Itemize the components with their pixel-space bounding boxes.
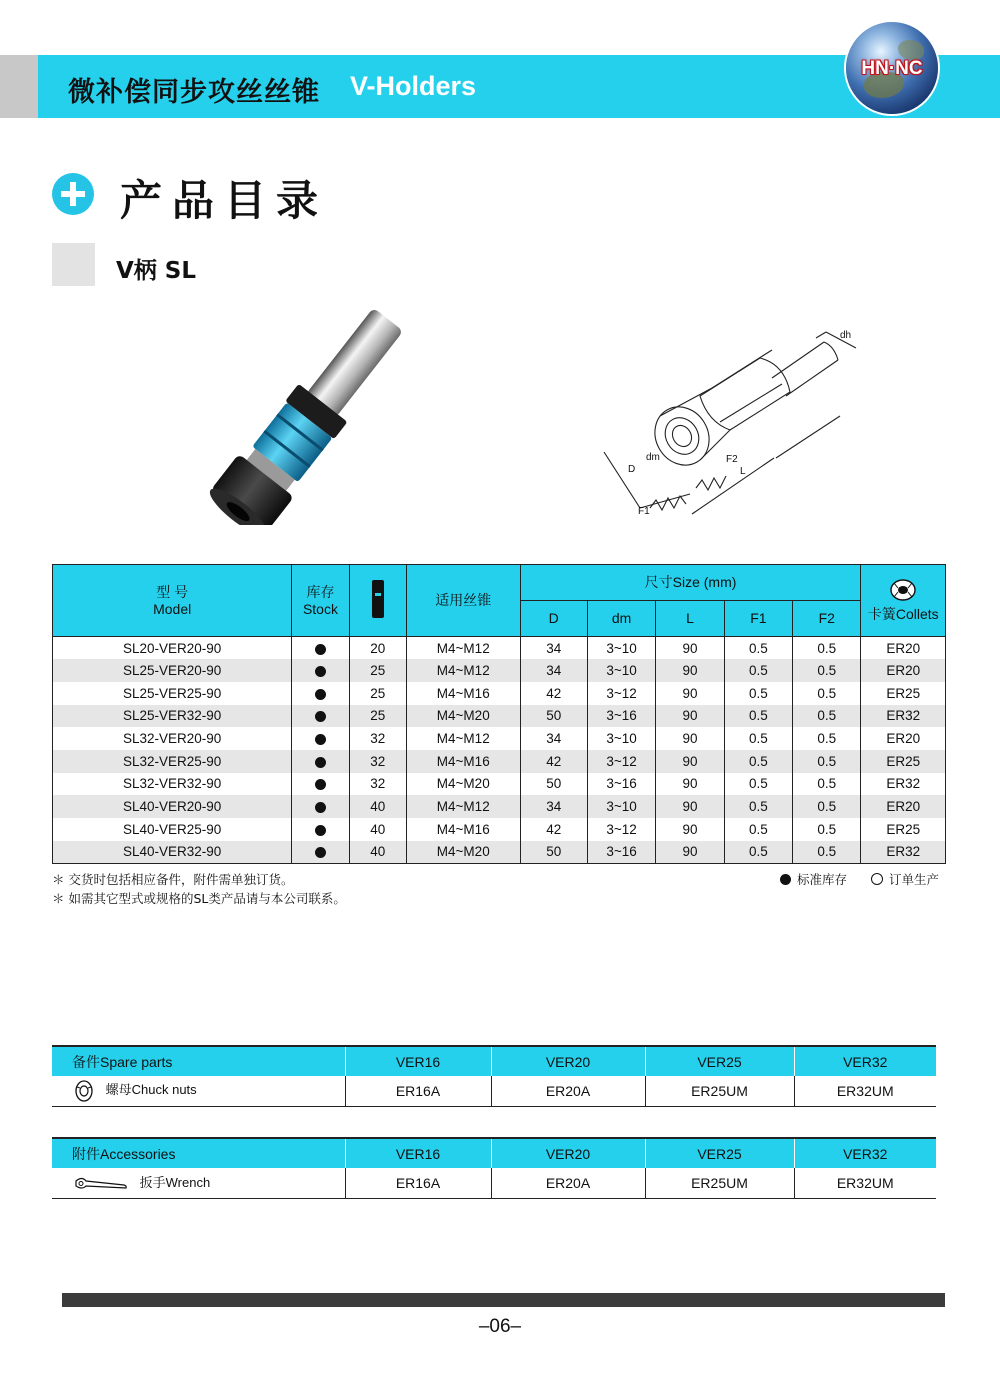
cell-d: 34 bbox=[520, 795, 587, 818]
company-logo bbox=[846, 22, 938, 114]
table-row bbox=[53, 818, 946, 841]
cell-stock bbox=[292, 637, 349, 660]
cell-tap: M4~M16 bbox=[406, 682, 520, 705]
subsection-title: V柄 SL bbox=[116, 258, 197, 284]
footnote-text: 如需其它型式或规格的SL类产品请与本公司联系。 bbox=[68, 891, 346, 906]
footer-bar bbox=[62, 1293, 945, 1307]
stock-dot-icon bbox=[315, 644, 326, 655]
label-dm: dm bbox=[646, 452, 660, 463]
stock-dot-icon bbox=[315, 757, 326, 768]
cell-d: 34 bbox=[520, 637, 587, 660]
cell-model: SL40-VER32-90 bbox=[53, 841, 292, 864]
header-title-en: V-Holders bbox=[350, 71, 477, 101]
cell-shank: 40 bbox=[349, 795, 406, 818]
cell-l: 90 bbox=[656, 750, 724, 773]
shank-icon bbox=[370, 579, 386, 619]
stock-dot-icon bbox=[780, 874, 791, 885]
cell-shank: 40 bbox=[349, 841, 406, 864]
footnote: ＊ 如需其它型式或规格的SL类产品请与本公司联系。 bbox=[52, 891, 346, 906]
cell-l: 90 bbox=[656, 682, 724, 705]
cell-tap: M4~M16 bbox=[406, 750, 520, 773]
cell-model: SL32-VER32-90 bbox=[53, 773, 292, 796]
cell-collet: ER32 bbox=[861, 841, 946, 864]
cell-dm: 3~16 bbox=[587, 773, 655, 796]
header-stock-en: Stock bbox=[302, 600, 338, 617]
cell-f1: 0.5 bbox=[724, 705, 792, 728]
header-f2: F2 bbox=[793, 601, 861, 637]
table-row bbox=[52, 1168, 936, 1198]
spare-item bbox=[52, 1076, 345, 1106]
cell-d: 50 bbox=[520, 773, 587, 796]
cell-dm: 3~12 bbox=[587, 750, 655, 773]
header-model-cn: 型 号 bbox=[156, 583, 189, 600]
stock-legend bbox=[780, 870, 939, 888]
label-dh: dh bbox=[840, 330, 852, 341]
table-row bbox=[53, 795, 946, 818]
label-f1: F1 bbox=[638, 506, 650, 517]
cell-f2: 0.5 bbox=[793, 682, 861, 705]
spare-col: VER16 bbox=[345, 1046, 491, 1076]
header-stock-cn: 库存 bbox=[306, 583, 335, 600]
cell-d: 50 bbox=[520, 841, 587, 864]
cell-f1: 0.5 bbox=[724, 818, 792, 841]
cell-tap: M4~M12 bbox=[406, 795, 520, 818]
spare-value: ER16A bbox=[345, 1076, 491, 1106]
cell-dm: 3~10 bbox=[587, 637, 655, 660]
cell-stock bbox=[292, 841, 349, 864]
header-grey-block bbox=[0, 55, 38, 118]
header-dm: dm bbox=[587, 601, 655, 637]
dimension-drawing bbox=[590, 318, 870, 528]
cell-tap: M4~M12 bbox=[406, 659, 520, 682]
cell-model: SL40-VER20-90 bbox=[53, 795, 292, 818]
cell-f2: 0.5 bbox=[793, 727, 861, 750]
table-row bbox=[53, 773, 946, 796]
logo-globe-land bbox=[898, 40, 924, 60]
cell-model: SL20-VER20-90 bbox=[53, 637, 292, 660]
header-model-en: Model bbox=[153, 600, 192, 617]
cell-shank: 25 bbox=[349, 659, 406, 682]
accessory-value: ER25UM bbox=[645, 1168, 794, 1198]
table-row bbox=[53, 659, 946, 682]
stock-dot-icon bbox=[315, 802, 326, 813]
cell-collet: ER25 bbox=[861, 818, 946, 841]
footnote: ＊ 交货时包括相应备件，附件需单独订货。 bbox=[52, 872, 294, 887]
cell-model: SL40-VER25-90 bbox=[53, 818, 292, 841]
cell-f2: 0.5 bbox=[793, 637, 861, 660]
cell-f2: 0.5 bbox=[793, 795, 861, 818]
cell-d: 42 bbox=[520, 750, 587, 773]
cell-tap: M4~M20 bbox=[406, 705, 520, 728]
table-row bbox=[53, 682, 946, 705]
label-f2: F2 bbox=[726, 454, 738, 465]
spec-table-body bbox=[53, 637, 946, 864]
cell-l: 90 bbox=[656, 637, 724, 660]
cell-dm: 3~16 bbox=[587, 841, 655, 864]
header-shank bbox=[349, 565, 406, 637]
table-row bbox=[52, 1076, 936, 1106]
cell-stock bbox=[292, 705, 349, 728]
cell-d: 42 bbox=[520, 818, 587, 841]
cell-f2: 0.5 bbox=[793, 659, 861, 682]
accessory-item-label: 扳手Wrench bbox=[139, 1175, 211, 1191]
stock-dot-icon bbox=[315, 689, 326, 700]
header-collets-label: 卡簧Collets bbox=[867, 606, 939, 622]
cell-f1: 0.5 bbox=[724, 637, 792, 660]
cell-model: SL25-VER25-90 bbox=[53, 682, 292, 705]
cell-shank: 25 bbox=[349, 682, 406, 705]
header-d: D bbox=[520, 601, 587, 637]
accessory-col: VER20 bbox=[491, 1138, 645, 1168]
stock-dot-icon bbox=[315, 847, 326, 858]
cell-stock bbox=[292, 659, 349, 682]
table-row bbox=[53, 727, 946, 750]
cell-l: 90 bbox=[656, 773, 724, 796]
accessory-item bbox=[52, 1168, 345, 1198]
header-collets bbox=[861, 565, 946, 637]
stock-dot-icon bbox=[315, 734, 326, 745]
cell-f1: 0.5 bbox=[724, 773, 792, 796]
stock-dot-icon bbox=[315, 825, 326, 836]
cell-f2: 0.5 bbox=[793, 818, 861, 841]
accessory-value: ER16A bbox=[345, 1168, 491, 1198]
header-title-cn: 微补偿同步攻丝丝锥 bbox=[68, 77, 320, 108]
cell-tap: M4~M12 bbox=[406, 727, 520, 750]
table-row bbox=[53, 841, 946, 864]
header-stock bbox=[292, 565, 349, 637]
table-row bbox=[53, 637, 946, 660]
cell-f2: 0.5 bbox=[793, 773, 861, 796]
stock-dot-icon bbox=[315, 779, 326, 790]
cell-dm: 3~12 bbox=[587, 682, 655, 705]
footnotes bbox=[52, 870, 346, 908]
cell-d: 50 bbox=[520, 705, 587, 728]
cell-f2: 0.5 bbox=[793, 841, 861, 864]
cell-dm: 3~10 bbox=[587, 727, 655, 750]
cell-model: SL32-VER20-90 bbox=[53, 727, 292, 750]
cell-f2: 0.5 bbox=[793, 705, 861, 728]
cell-l: 90 bbox=[656, 727, 724, 750]
header-tap: 适用丝锥 bbox=[406, 565, 520, 637]
accessories-header: 附件Accessories bbox=[52, 1138, 345, 1168]
header-f1: F1 bbox=[724, 601, 792, 637]
cell-f1: 0.5 bbox=[724, 682, 792, 705]
cell-collet: ER32 bbox=[861, 705, 946, 728]
cell-l: 90 bbox=[656, 795, 724, 818]
section-title: 产品目录 bbox=[120, 176, 329, 225]
cell-collet: ER25 bbox=[861, 750, 946, 773]
cell-dm: 3~10 bbox=[587, 659, 655, 682]
cell-model: SL32-VER25-90 bbox=[53, 750, 292, 773]
cell-shank: 32 bbox=[349, 750, 406, 773]
cell-tap: M4~M16 bbox=[406, 818, 520, 841]
stock-dot-icon bbox=[315, 711, 326, 722]
cell-f2: 0.5 bbox=[793, 750, 861, 773]
cell-shank: 25 bbox=[349, 705, 406, 728]
accessory-col: VER32 bbox=[794, 1138, 936, 1168]
cell-shank: 32 bbox=[349, 773, 406, 796]
cell-stock bbox=[292, 818, 349, 841]
cell-stock bbox=[292, 795, 349, 818]
stock-dot-icon bbox=[315, 666, 326, 677]
cell-shank: 20 bbox=[349, 637, 406, 660]
accessory-col: VER25 bbox=[645, 1138, 794, 1168]
plus-circle-icon bbox=[52, 173, 94, 215]
cell-collet: ER32 bbox=[861, 773, 946, 796]
cell-dm: 3~10 bbox=[587, 795, 655, 818]
cell-f1: 0.5 bbox=[724, 841, 792, 864]
spare-parts-table bbox=[52, 1045, 936, 1107]
spare-item-label: 螺母Chuck nuts bbox=[105, 1082, 197, 1098]
cell-collet: ER20 bbox=[861, 795, 946, 818]
table-row bbox=[53, 750, 946, 773]
cell-f1: 0.5 bbox=[724, 795, 792, 818]
cell-shank: 40 bbox=[349, 818, 406, 841]
product-photo bbox=[170, 310, 450, 525]
table-row bbox=[53, 705, 946, 728]
cell-stock bbox=[292, 682, 349, 705]
cell-stock bbox=[292, 750, 349, 773]
cell-collet: ER25 bbox=[861, 682, 946, 705]
collet-icon bbox=[888, 578, 918, 602]
cell-d: 34 bbox=[520, 659, 587, 682]
accessories-table bbox=[52, 1137, 936, 1199]
subsection-marker bbox=[52, 243, 95, 286]
legend-order-label: 订单生产 bbox=[889, 872, 940, 887]
cell-l: 90 bbox=[656, 841, 724, 864]
spare-value: ER20A bbox=[491, 1076, 645, 1106]
label-d: D bbox=[628, 464, 636, 475]
cell-dm: 3~16 bbox=[587, 705, 655, 728]
cell-collet: ER20 bbox=[861, 637, 946, 660]
accessory-col: VER16 bbox=[345, 1138, 491, 1168]
spare-value: ER25UM bbox=[645, 1076, 794, 1106]
cell-tap: M4~M20 bbox=[406, 841, 520, 864]
header-model bbox=[53, 565, 292, 637]
accessory-value: ER32UM bbox=[794, 1168, 936, 1198]
legend-stock-label: 标准库存 bbox=[797, 872, 848, 887]
cell-stock bbox=[292, 727, 349, 750]
spare-parts-header: 备件Spare parts bbox=[52, 1046, 345, 1076]
spare-value: ER32UM bbox=[794, 1076, 936, 1106]
cell-tap: M4~M12 bbox=[406, 637, 520, 660]
accessory-value: ER20A bbox=[491, 1168, 645, 1198]
cell-f1: 0.5 bbox=[724, 659, 792, 682]
cell-l: 90 bbox=[656, 818, 724, 841]
footnote-text: 交货时包括相应备件，附件需单独订货。 bbox=[68, 872, 294, 887]
cell-dm: 3~12 bbox=[587, 818, 655, 841]
logo-text: HN·NC bbox=[861, 58, 923, 79]
cell-l: 90 bbox=[656, 705, 724, 728]
page-number: –06– bbox=[478, 1316, 522, 1337]
cell-stock bbox=[292, 773, 349, 796]
cell-f1: 0.5 bbox=[724, 727, 792, 750]
cell-l: 90 bbox=[656, 659, 724, 682]
cell-tap: M4~M20 bbox=[406, 773, 520, 796]
wrench-icon bbox=[74, 1175, 128, 1193]
chuck-nut-icon bbox=[74, 1080, 94, 1102]
cell-shank: 32 bbox=[349, 727, 406, 750]
cell-collet: ER20 bbox=[861, 659, 946, 682]
spare-col: VER20 bbox=[491, 1046, 645, 1076]
spare-col: VER32 bbox=[794, 1046, 936, 1076]
spare-col: VER25 bbox=[645, 1046, 794, 1076]
cell-d: 34 bbox=[520, 727, 587, 750]
header-l: L bbox=[656, 601, 724, 637]
cell-f1: 0.5 bbox=[724, 750, 792, 773]
cell-d: 42 bbox=[520, 682, 587, 705]
cell-collet: ER20 bbox=[861, 727, 946, 750]
header-size: 尺寸Size (mm) bbox=[520, 565, 861, 601]
order-ring-icon bbox=[871, 873, 883, 885]
cell-model: SL25-VER20-90 bbox=[53, 659, 292, 682]
label-l: L bbox=[740, 466, 746, 477]
spec-table bbox=[52, 564, 946, 864]
cell-model: SL25-VER32-90 bbox=[53, 705, 292, 728]
